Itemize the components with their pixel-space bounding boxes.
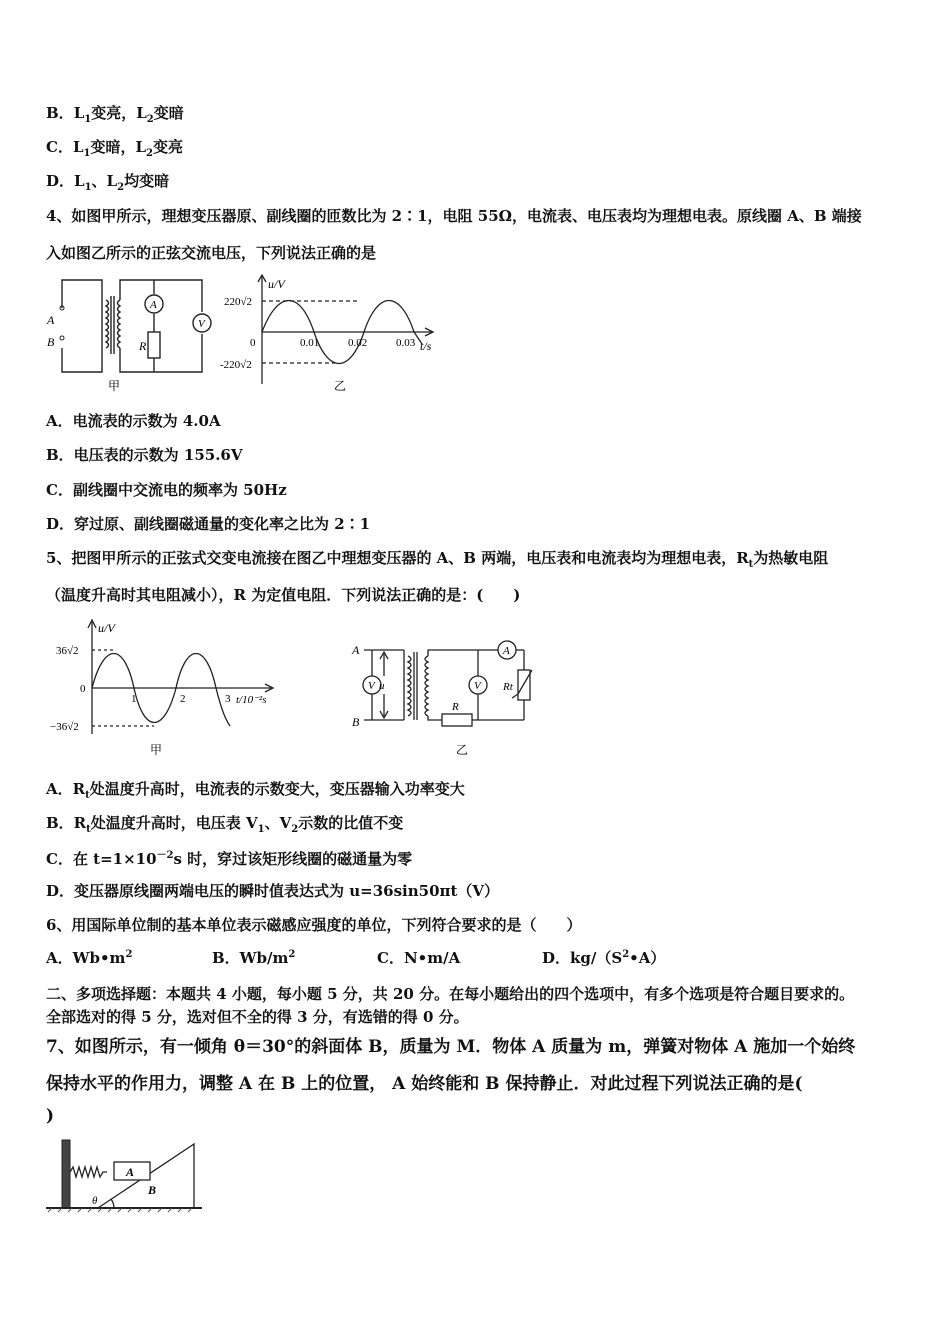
voltmeter-label: V [198, 318, 205, 330]
q5-stem-line1: 5、把图甲所示的正弦式交变电流接在图乙中理想变压器的 A、B 两端，电压表和电流表均为理想电表，$R_t$为热敏电阻 [46, 549, 829, 570]
y-axis-label: u/V [268, 277, 285, 291]
figure-caption: 甲 [150, 743, 163, 757]
tick-label: 0.02 [348, 337, 368, 349]
q5-option-b: B．$R_t$处温度升高时，电压表 $V_1$、$V_2$示数的比值不变 [46, 814, 404, 835]
q5-figure-jia [40, 616, 290, 758]
q3-option-c: C．$L_1$变暗，$L_2$变亮 [46, 138, 184, 159]
thermistor-label: Rt [503, 681, 513, 693]
q4-figure-yi [220, 272, 440, 394]
q6-option-a: A．$Wb•m^2$ [46, 949, 133, 967]
voltage-u-label: u [379, 680, 385, 692]
q3-option-d: D．$L_1$、$L_2$均变暗 [46, 172, 170, 193]
resistor-label: R [452, 701, 459, 713]
figure-caption: 乙 [456, 743, 469, 757]
q3-option-b: B．$L_1$变亮，$L_2$变暗 [46, 104, 184, 125]
q5-stem-line2: （温度升高时其电阻减小），R 为定值电阻．下列说法正确的是：( ) [46, 586, 521, 604]
ammeter-label: A [503, 645, 510, 657]
origin-label: 0 [250, 337, 256, 349]
q5-option-d: D．变压器原线圈两端电压的瞬时值表达式为 u=36sin50πt（V） [46, 882, 500, 900]
q7-figure [44, 1136, 204, 1216]
y-min-label: −36√2 [50, 721, 79, 733]
x-axis-label: t/10⁻²s [236, 694, 267, 706]
q5-figure-yi [348, 632, 543, 760]
q4-option-a: A．电流表的示数为 4.0A [46, 412, 221, 430]
q5-option-a: A．$R_t$处温度升高时，电流表的示数变大，变压器输入功率变大 [46, 780, 465, 801]
wedge-b-label: B [148, 1183, 157, 1197]
y-min-label: -220√2 [220, 359, 252, 371]
q4-option-d: D．穿过原、副线圈磁通量的变化率之比为 2∶1 [46, 515, 371, 533]
q4-stem-line2: 入如图乙所示的正弦交流电压，下列说法正确的是 [46, 244, 377, 262]
q6-option-c: C．N•m/A [377, 949, 461, 967]
q7-stem-line2: 保持水平的作用力，调整 A 在 B 上的位置， A 始终能和 B 保持静止．对此过程下列说法正确的是( [46, 1074, 803, 1094]
q4-option-b: B．电压表的示数为 155.6V [46, 446, 243, 464]
tick-label: 2 [180, 693, 186, 705]
q7-stem-line1: 7、如图所示，有一倾角 θ＝30°的斜面体 B，质量为 M．物体 A 质量为 m，弹簧对物体 A 施加一个始终 [46, 1037, 856, 1057]
terminal-a-label: A [352, 643, 360, 657]
terminal-a-label: A [47, 313, 55, 327]
tick-label: 0.01 [300, 337, 320, 349]
y-max-label: 220√2 [224, 296, 253, 308]
block-a-label: A [126, 1165, 135, 1179]
voltmeter-label: V [368, 680, 375, 692]
terminal-b-label: B [352, 715, 360, 729]
section2-intro-line1: 二、多项选择题：本题共 4 小题，每小题 5 分，共 20 分。在每小题给出的四个选项中，有多个选项是符合题目要求的。 [46, 985, 855, 1003]
ammeter-label: A [150, 299, 157, 311]
q7-stem-line3: ) [46, 1106, 55, 1126]
q5-option-c: C．在 $t=1\times 10^{-2}s$ 时，穿过该矩形线圈的磁通量为零 [46, 850, 413, 868]
resistor-label: R [139, 339, 147, 353]
figure-caption: 甲 [108, 379, 121, 393]
terminal-b-label: B [47, 335, 55, 349]
tick-label: 0.03 [396, 337, 416, 349]
figure-caption: 乙 [334, 379, 347, 393]
q6-stem: 6、用国际单位制的基本单位表示磁感应强度的单位，下列符合要求的是（ ） [46, 916, 582, 934]
q4-option-c: C．副线圈中交流电的频率为 50Hz [46, 481, 287, 499]
section2-intro-line2: 全部选对的得 5 分，选对但不全的得 3 分，有选错的得 0 分。 [46, 1008, 469, 1026]
voltmeter-label: V [474, 680, 481, 692]
y-axis-label: u/V [98, 621, 115, 635]
q4-figure-jia [44, 272, 224, 394]
tick-label: 3 [225, 693, 231, 705]
angle-theta-label: θ [92, 1195, 98, 1207]
q6-option-b: B．$Wb/m^2$ [212, 949, 296, 967]
q6-option-d: D．$kg/(S^2•A)$ [542, 949, 666, 967]
y-max-label: 36√2 [56, 645, 79, 657]
tick-label: 1 [131, 693, 137, 705]
origin-label: 0 [80, 683, 86, 695]
x-axis-label: t/s [420, 339, 432, 353]
q4-stem-line1: 4、如图甲所示，理想变压器原、副线圈的匝数比为 2∶1，电阻 55Ω，电流表、电压表均为理想电表。原线圈 A、B 端接 [46, 207, 862, 225]
